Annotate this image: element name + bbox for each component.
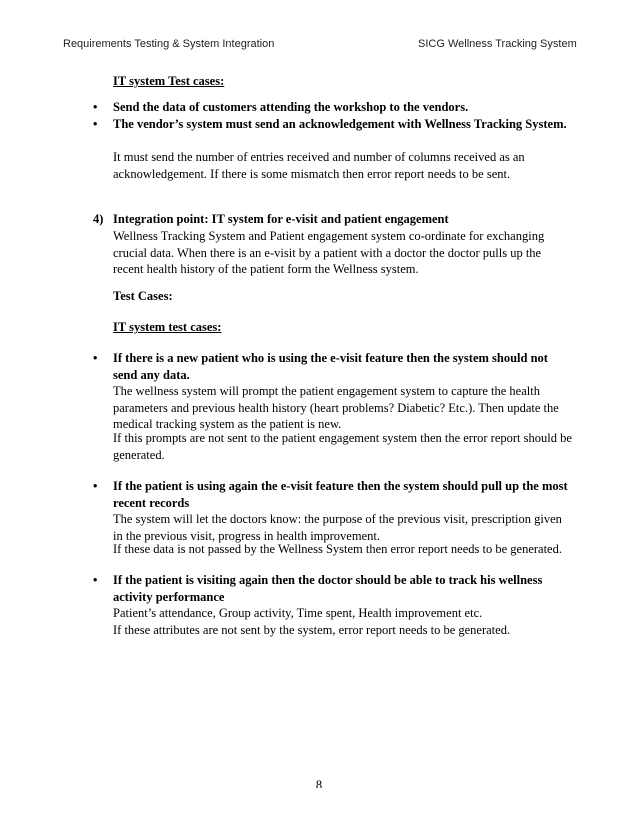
bullet-returning-patient-text-1: The system will let the doctors know: the purpose of the previous visit, prescription given in the previous visit, progress in health improvement. [113,512,562,543]
bullet-wellness-tracking-text-2: If these attributes are not sent by the system, error report needs to be generated. [113,623,511,637]
bullet-vendor-ack-text: It must send the number of entries received and number of columns received as an acknowledgement. If there is some mismatch then error report needs to be sent. [113,150,525,181]
header-left-text: Requirements Testing & System Integration [63,38,275,50]
bullet-wellness-tracking-text-1: Patient’s attendance, Group activity, Time spent, Health improvement etc. [113,606,483,620]
test-cases-label: Test Cases: [113,289,173,303]
bullet-vendor-ack-title: The vendor’s system must send an acknowledgement with Wellness Tracking System. [113,117,567,131]
bullet-icon: • [93,479,98,493]
it-system-test-cases-heading: IT system Test cases: [113,74,225,88]
bullet-new-patient-text-1: The wellness system will prompt the patient engagement system to capture the health parameters and previous health history (heart problems? Diabetic? Etc.). Then update the medical tracking system as the patient is new. [113,384,559,432]
bullet-new-patient-text-2: If this prompts are not sent to the patient engagement system then the error report should be generated. [113,431,572,462]
bullet-returning-patient-title: If the patient is using again the e-visit feature then the system should pull up the most recent records [113,479,568,510]
page-number: 8 [315,778,323,788]
integration-point-text: Wellness Tracking System and Patient engagement system co-ordinate for exchanging crucial data. When there is an e-visit by a patient with a doctor the doctor pulls up the recent health history of the patient form the Wellness system. [113,229,545,277]
bullet-icon: • [93,573,98,587]
bullet-wellness-tracking-title: If the patient is visiting again then the doctor should be able to track his wellness activity performance [113,573,543,604]
bullet-icon: • [93,117,98,131]
bullet-returning-patient-text-2: If these data is not passed by the Wellness System then error report needs to be generated. [113,542,562,556]
bullet-new-patient-title: If there is a new patient who is using the e-visit feature then the system should not send any data. [113,351,548,382]
bullet-icon: • [93,351,98,365]
section-number: 4) [93,212,104,226]
bullet-icon: • [93,100,98,114]
integration-point-title: Integration point: IT system for e-visit and patient engagement [113,212,449,226]
bullet-send-data: Send the data of customers attending the workshop to the vendors. [113,100,469,114]
it-system-test-cases-subheading: IT system test cases: [113,320,222,334]
header-right-text: SICG Wellness Tracking System [418,38,577,50]
